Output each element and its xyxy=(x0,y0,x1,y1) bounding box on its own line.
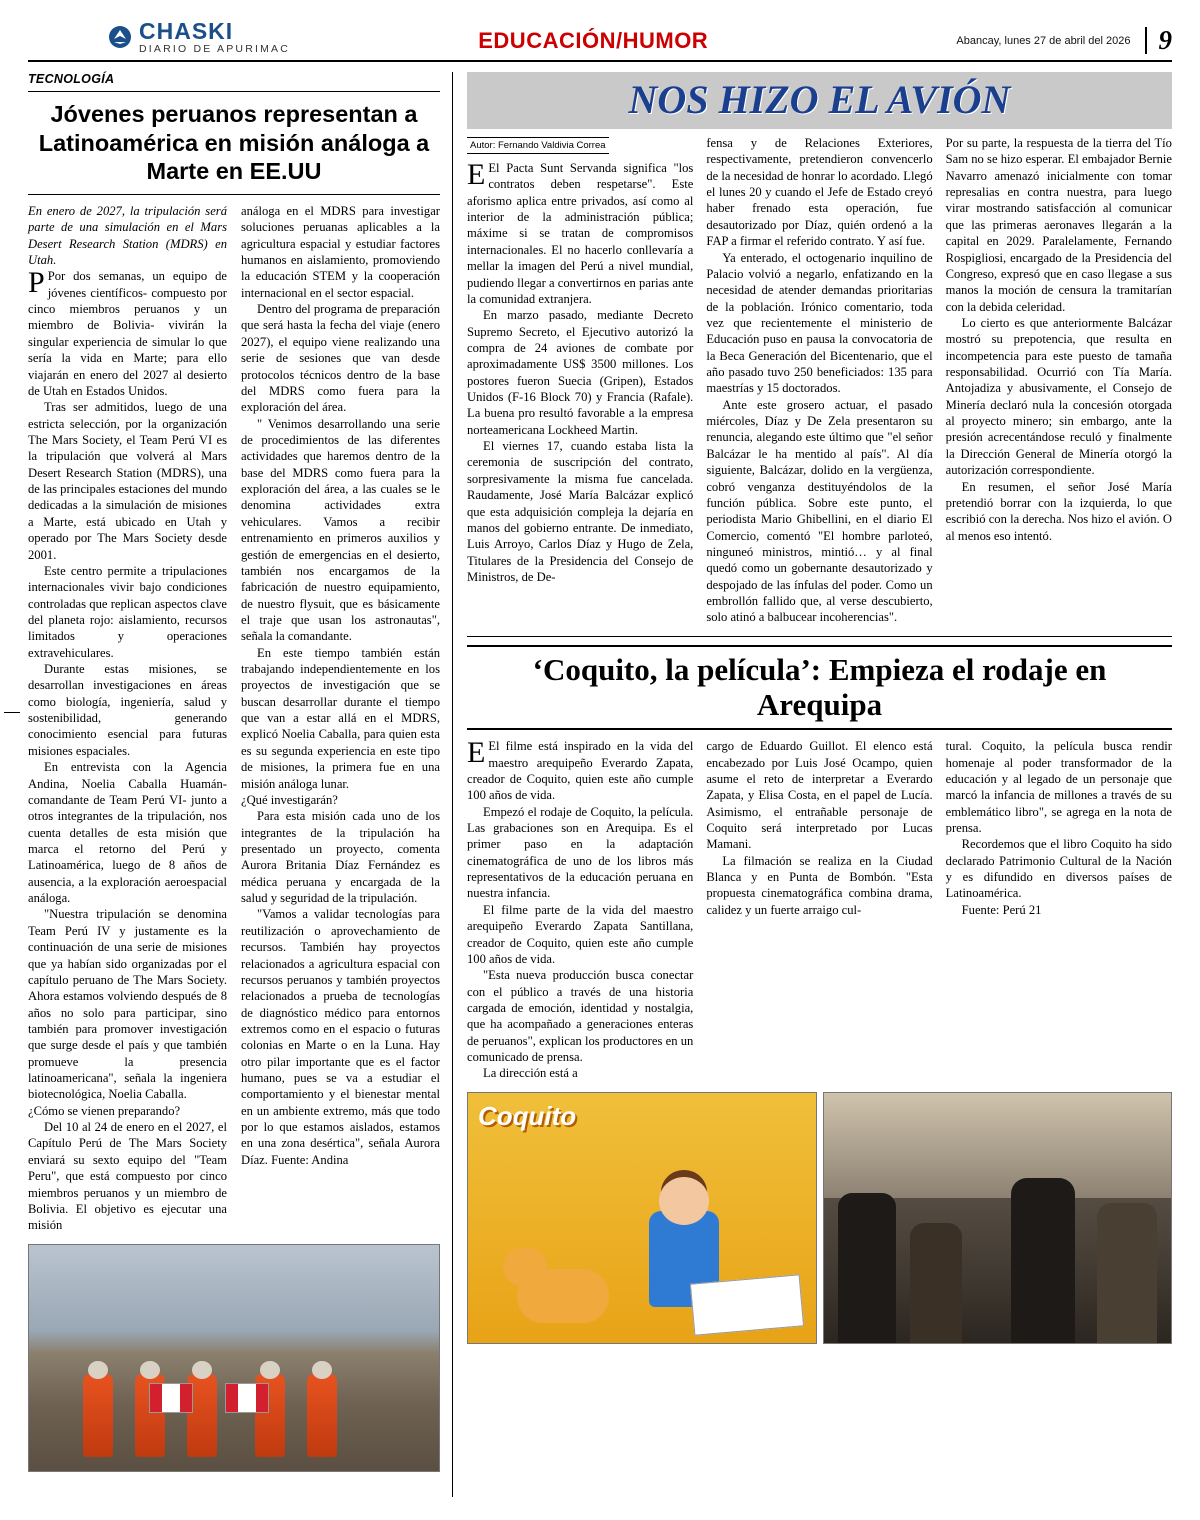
opinion-banner xyxy=(467,72,1172,129)
brand xyxy=(108,17,291,55)
divider xyxy=(28,194,440,195)
paragraph: Durante estas misiones, se desarrollan investigaciones en áreas como biología, ingeniería, salud y sostenibilidad, generando conocimiento esencial para futuras misiones espaciales. xyxy=(28,662,227,758)
byline: Autor: Fernando Valdivia Correa xyxy=(467,137,609,154)
coquito-columns xyxy=(467,738,1172,1082)
coquito-col-1 xyxy=(467,738,693,1082)
opinion-columns xyxy=(467,135,1172,626)
paragraph: Ya enterado, el octogenario inquilino de Palacio volvió a negarlo, enfatizando en la necesidad de atender demandas prioritarias de la población. Irónico comentario, toda vez que recientemente el ministerio de Educación puso en pausa la convocatoria de la Beca Generación del Bicentenario, que el año pasado tuvo 250 beneficiados: 135 para maestrías y 15 doctorados. xyxy=(706,250,933,396)
divider xyxy=(467,636,1172,637)
coquito-wordmark: Coquito xyxy=(478,1100,577,1131)
section-title: EDUCACIÓN/HUMOR xyxy=(478,28,709,53)
paragraph: Tras ser admitidos, luego de una estricta selección, por la organización The Mars Society, el Team Perú VI es la tripulación que volverá al Mars Desert Research Station (MDRS), una de las principales estaciones del mundo dedicadas a la simulación de misiones a Marte, está ubicado en Utah y operado por The Mars Society desde 2001. xyxy=(28,400,227,562)
paragraph: En marzo pasado, mediante Decreto Supremo Secreto, el Ejecutivo autorizó la compra de 24 aviones de combate por aproximadamente US$ 3500 millones. Los postores fueron Suecia (Gripen), Estados Unidos (F-16 Block 70) y Francia (Rafale). La buena pro resultó favorable a la empresa norteamericana Lockheed Martin. xyxy=(467,308,694,437)
paragraph: tural. Coquito, la película busca rendir homenaje al poder transformador de la educación y al legado de un personaje que marcó la infancia de millones a través de su emblemático libro", se agrega en la nota de prensa. xyxy=(945,739,1172,836)
paragraph: Por su parte, la respuesta de la tierra del Tío Sam no se hizo esperar. El embajador Bernie Navarro amenazó inicialmente con tomar represalias en contra nuestra, para luego virar mostrando satisfacción al comunicar que las primeras aeronaves llegarán a la capital en 2029. Paralelamente, Fernando Rospigliosi, encargado de la Presidencia del Congreso, expresó que en caso llegase a sus manos la moción de censura la tramitarían con la debida celeridad. xyxy=(945,136,1172,314)
registration-mark xyxy=(4,712,20,713)
crew-member xyxy=(1097,1203,1157,1343)
camera-operator xyxy=(1011,1178,1075,1343)
chaski-logo-icon xyxy=(108,25,132,49)
paragraph: El viernes 17, cuando estaba lista la ceremonia de suscripción del contrato, sorpresivamente la misma fue cancelada. Raudamente, José María Balcázar explicó que esta adquisición compleja la dejaría en manos del gobierno entrante. De inmediato, Luis Arroyo, Carlos Díaz y Hugo de Zela, Titulares de la Presidencia del Consejo de Ministros, de De- xyxy=(467,439,694,584)
paragraph: Para esta misión cada uno de los integrantes de la tripulación ha presentado un proyecto, comenta Aurora Britania Díaz Fernández es médica peruana y encargada de la salud y seguridad de la tripulación. xyxy=(241,809,440,906)
paragraph: cargo de Eduardo Guillot. El elenco está encabezado por Luis José Ocampo, quien asume el reto de interpretar a Everardo Zapata, y Elisa Costa, en el papel de Lucía. Asimismo, el entrañable personaje de Coquito será interpretado por Lucas Mamani. xyxy=(706,739,933,852)
astronaut-figure xyxy=(307,1373,337,1457)
paragraph: "Nuestra tripulación se denomina Team Perú IV y justamente es la continuación de una serie de misiones que ya habían sido organizadas por el capítulo peruano de The Mars Society. Ahora estamos volviendo después de 8 años no solo para participar, sino también para promover investigación que surge desde el país y que también promueve la presencia latinoamericana", señala la ingeniera biotecnológica, Noelia Caballa. xyxy=(28,907,227,1102)
paragraph: Ante este grosero actuar, el pasado miércoles, Díaz y De Zela presentaron su renuncia, alegando este último que "el señor Balcázar le ha mentido al país". Al día siguiente, Balcázar, dolido en la vergüenza, cobró venganza destituyéndolos de la función pública. Sobre este punto, el periodista Mario Ghibellini, en el diario El Comercio, comentó "El hombre parloteó, ninguneó ministros, mintió… y al final quedó como un gobernante desautorizado y despojado de las ínfulas del poder. Como un embrollón fallido que, al verse descubierto, solo atinó a balbucear incoherencias". xyxy=(706,397,933,625)
paragraph: Recordemos que el libro Coquito ha sido declarado Patrimonio Cultural de la Nación y es difundido en diversos países de Latinoamérica. xyxy=(945,837,1172,901)
source-credit: Fuente: Perú 21 xyxy=(961,902,1042,917)
left-col-1 xyxy=(28,203,227,1234)
paragraph: "Esta nueva producción busca conectar con el público a través de una historia cargada de emoción, identidad y nostalgia, que ha acompañado a generaciones enteras de peruanos", explican los productores en un comunicado de prensa. xyxy=(467,968,694,1065)
opinion-col-2 xyxy=(706,135,932,626)
paragraph: En resumen, el señor José María pretendió borrar con la izquierda, lo que escribió con la derecha. Nos hizo el avión. O al menos eso intentó. xyxy=(945,479,1172,543)
paragraph: E El Pacta Sunt Servanda significa "los contratos deben respetarse". Este aforismo aplica entre privados, así como al interior de la administración pública; máxime si se tratan de compromisos internacionales. El no hacerlo conllevaría a mellar la imagen del Perú a nivel mundial, pudiendo llegar a convertirnos en parias ante la comunidad extranjera. xyxy=(467,158,694,306)
coquito-headline: ‘Coquito, la película’: Empieza el rodaje en Arequipa xyxy=(532,651,1107,722)
paragraph: Del 10 al 24 de enero en el 2027, el Capítulo Perú de The Mars Society enviará su sexto equipo del "Team Peru", que está compuesto por cinco miembros peruanos y un miembro de Bolivia. El objetivo es ejecutar una misión xyxy=(28,1120,227,1233)
left-col-2 xyxy=(241,203,440,1234)
opinion-col-1 xyxy=(467,135,693,626)
brand-name: CHASKI xyxy=(139,17,234,44)
brand-subtitle: DIARIO DE APURIMAC xyxy=(139,42,291,55)
crew-member xyxy=(838,1193,896,1343)
issue-date: Abancay, lunes 27 de abril del 2026 xyxy=(956,34,1131,47)
page-content xyxy=(28,72,1172,1497)
mars-crew-photo xyxy=(28,1244,440,1472)
paragraph: "Vamos a validar tecnologías para reutilización o aprovechamiento de recursos. También hay proyectos relacionados a agricultura espacial con recursos peruanos y también proyectos relacionados a prueba de tecnologías de diagnóstico médico para entornos extremos como en el espacio o futuras colonias en Marte o en la Luna. Hay otro pilar importante que es el factor humano, pues se va a estudiar el comportamiento y el bienestar mental en un ambiente extremo, más que todo por lo que estamos aislados, estamos en una zona desértica", señala Aurora Díaz. Fuente: Andina xyxy=(241,907,440,1167)
paragraph: En entrevista con la Agencia Andina, Noelia Caballa Huamán- comandante de Team Perú VI- junto a otros integrantes de la tripulación, nos cuenta detalles de esta misión que marca el retorno del Perú y Latinoamérica, luego de 8 años de ausencia, a la exploración aeroespacial análoga. xyxy=(28,760,227,906)
paragraph: Dentro del programa de preparación que será hasta la fecha del viaje (enero 2027), el equipo viene realizando una serie de sesiones que van desde protocolos técnicos dentro de la base del MDRS como fuera para la exploración del área. xyxy=(241,302,440,415)
paragraph: P Por dos semanas, un equipo de jóvenes científicos- compuesto por cinco miembros peruanos y un miembro de Bolivia- vivirán la singular experiencia de simular lo que sería la vida en Marte; para ello viajarán en enero del 2027 al desierto de Utah en Estados Unidos. xyxy=(28,266,227,398)
paragraph: En este tiempo también están trabajando independientemente en los proyectos de investigación que se buscan desarrollar durante el tiempo que van a estar allá en el MDRS, explicó Noelia Caballa, para quien esta es su segunda experiencia en este tipo de misiones, la primera fue en una misión análoga lunar. xyxy=(241,645,440,791)
paragraph: ¿Cómo se vienen preparando? xyxy=(28,1103,181,1118)
drop-cap: P xyxy=(28,266,45,300)
paragraph: La dirección está a xyxy=(483,1066,578,1081)
film-set-photo xyxy=(823,1092,1173,1344)
paragraph: " Venimos desarrollando una serie de procedimientos de las diferentes actividades que haremos dentro de la base del MDRS como fuera para la exploración del área, a las cuales se le denomina actividades extra vehiculares. Vamos a recibir entrenamiento en primeros auxilios y gestión de emergencias en el desierto, también nos encargamos de la fabricación de nuestro equipamiento, de nuestro flysuit, que es básicamente el traje que usan los astronautas", señala la comandante. xyxy=(241,416,440,644)
paragraph: E El filme está inspirado en la vida del maestro arequipeño Everardo Zapata, creador de Coquito, quien este año cumple 100 años de vida. xyxy=(467,736,694,803)
coquito-col-2 xyxy=(706,738,932,1082)
opinion-headline: NOS HIZO EL AVIÓN xyxy=(628,77,1011,122)
paragraph: La filmación se realiza en la Ciudad Blanca y en Punta de Bombón. "Esta propuesta cinematográfica combina drama, calidez y un fuerte arraigo cul- xyxy=(706,853,933,917)
paragraph: análoga en el MDRS para investigar soluciones peruanas aplicables a la agricultura espacial y estudiar factores humanos en aislamiento, promoviendo la educación STEM y la cooperación internacional en el sector espacial. xyxy=(241,203,440,300)
page-number: 9 xyxy=(1145,27,1173,54)
masthead-right xyxy=(956,27,1172,54)
coquito-illustration xyxy=(467,1092,817,1344)
dog-character xyxy=(517,1269,609,1323)
paragraph: Lo cierto es que anteriormente Balcázar mostró su prepotencia, que resulta en incompetencia para este puesto de tamaña responsabilidad. Ocurrió con Tía María. Antojadiza y abusivamente, el Consejo de Minería declaró nula la concesión otorgada al proyecto minero; sin embargo, ante la presión acrecentándose reculó y finalmente la Dirección General de Minería otorgó la autorización correspondiente. xyxy=(945,315,1172,478)
coquito-headline-box xyxy=(467,645,1172,730)
photo-background xyxy=(824,1093,1172,1198)
drop-cap: E xyxy=(467,736,486,770)
astronaut-figure xyxy=(83,1373,113,1457)
left-body-columns xyxy=(28,203,440,1234)
crew-member xyxy=(910,1223,962,1343)
coquito-col-3 xyxy=(946,738,1172,1082)
opinion-col-3 xyxy=(946,135,1172,626)
paragraph: Empezó el rodaje de Coquito, la película. Las grabaciones son en Arequipa. Es el primer paso en la adaptación cinematográfica de uno de los libros más representativos de la educación peruana en nuestra infancia. xyxy=(467,804,694,901)
open-book xyxy=(689,1274,803,1335)
divider xyxy=(28,91,440,92)
right-column xyxy=(453,72,1172,1497)
left-article xyxy=(28,72,453,1497)
paragraph: El filme parte de la vida del maestro arequipeño Everardo Zapata Santillana, creador de Coquito, quien este año cumple 100 años de vida. xyxy=(467,902,694,966)
masthead xyxy=(28,10,1172,62)
peru-flag xyxy=(225,1383,269,1413)
paragraph: Este centro permite a tripulaciones internacionales vivir bajo condiciones controladas que replican aspectos clave del planeta rojo: aislamiento, recursos limitados y operaciones extravehiculares. xyxy=(28,563,227,660)
drop-cap: E xyxy=(467,158,486,191)
paragraph: En enero de 2027, la tripulación será parte de una simulación en el Mars Desert Research Station (MDRS) en Utah. xyxy=(28,203,227,268)
paragraph: ¿Qué investigarán? xyxy=(241,792,338,807)
paragraph: fensa y de Relaciones Exteriores, respectivamente, pretendieron convencerlo de la necesidad de honrar lo acordado. Llegó el lunes 20 y cuando el Jefe de Estado creyó haber frenado esta operación, fue desautorizado por Díaz, quién ordenó a la FAP a firmar el referido contrato. Y así fue. xyxy=(706,136,933,249)
peru-flag xyxy=(149,1383,193,1413)
article-kicker: TECNOLOGÍA xyxy=(28,72,115,86)
coquito-photos xyxy=(467,1092,1172,1344)
page-title: Jóvenes peruanos representan a Latinoamérica en misión análoga a Marte en EE.UU xyxy=(38,101,430,185)
